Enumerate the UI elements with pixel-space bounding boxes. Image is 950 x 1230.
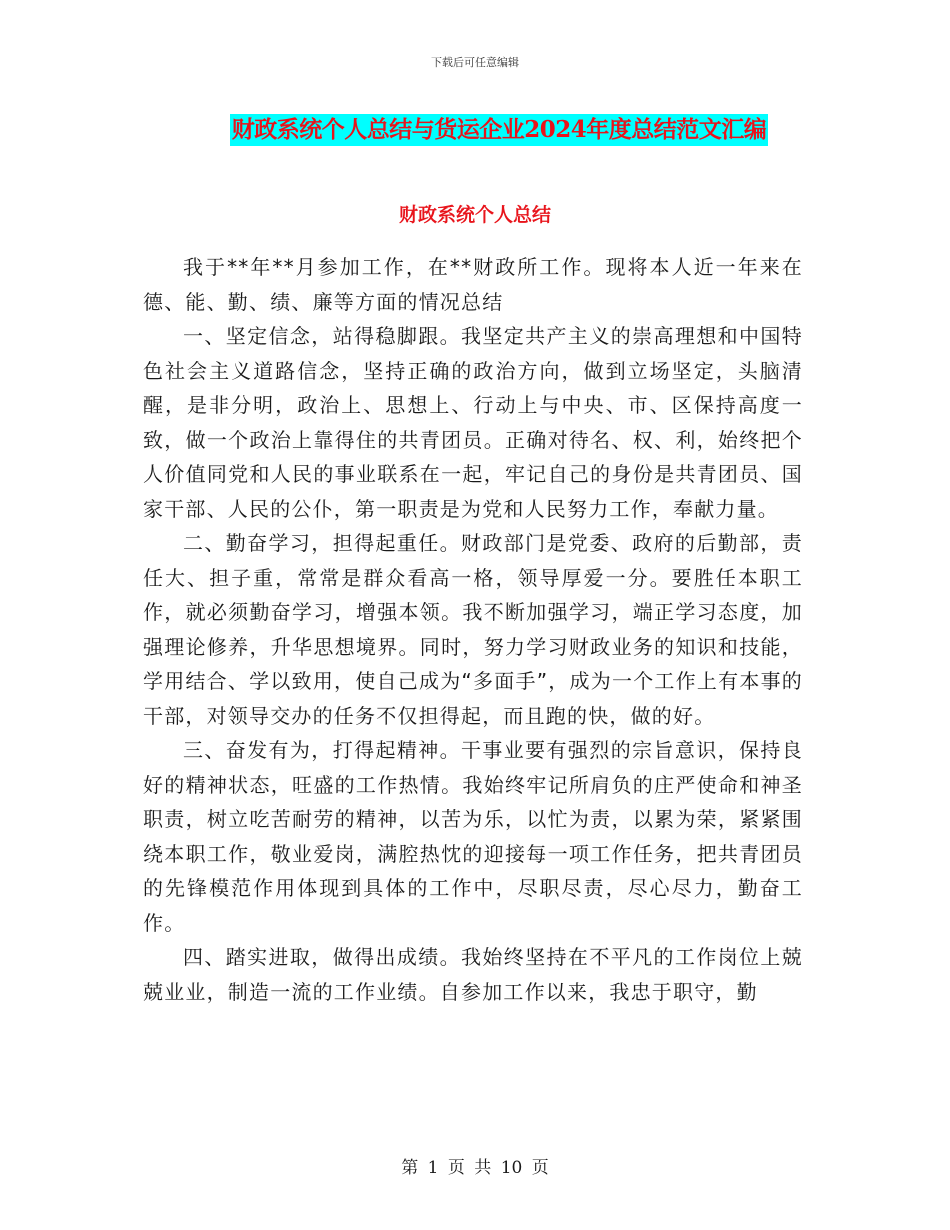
paragraph-4: 四、踏实进取，做得出成绩。我始终坚持在不平凡的工作岗位上兢兢业业，制造一流的工作业绩。自参加工作以来，我忠于职守，勤 [143, 945, 803, 1004]
paragraph-2: 二、勤奋学习，担得起重任。财政部门是党委、政府的后勤部，责任大、担子重，常常是群众看高一格，领导厚爱一分。要胜任本职工作，就必须勤奋学习，增强本领。我不断加强学习，端正学习态度，加强理论修养，升华思想境界。同时，努力学习财政业务的知识和技能，学用结合、学以致用，使自己成为“多面手”，成为一个工作上有本事的干部，对领导交办的任务不仅担得起，而且跑的快，做的好。 [143, 531, 803, 728]
page-header-note: 下载后可任意编辑 [431, 56, 519, 69]
paragraph-3: 三、奋发有为，打得起精神。干事业要有强烈的宗旨意识，保持良好的精神状态，旺盛的工作热情。我始终牢记所肩负的庄严使命和神圣职责，树立吃苦耐劳的精神，以苦为乐，以忙为责，以累为荣，紧紧围绕本职工作，敬业爱岗，满腔热忱的迎接每一项工作任务，把共青团员的先锋模范作用体现到具体的工作中，尽职尽责，尽心尽力，勤奋工作。 [143, 738, 803, 935]
document-title-container [0, 114, 950, 146]
paragraph-intro: 我于**年**月参加工作，在**财政所工作。现将本人近一年来在德、能、勤、绩、廉等方面的情况总结 [143, 255, 803, 314]
section-title: 财政系统个人总结 [398, 204, 551, 226]
paragraph-1: 一、坚定信念，站得稳脚跟。我坚定共产主义的崇高理想和中国特色社会主义道路信念，坚持正确的政治方向，做到立场坚定，头脑清醒，是非分明，政治上、思想上、行动上与中央、市、区保持高度一致，做一个政治上靠得住的共青团员。正确对待名、权、利，始终把个人价值同党和人民的事业联系在一起，牢记自己的身份是共青团员、国家干部、人民的公仆，第一职责是为党和人民努力工作，奉献力量。 [143, 324, 803, 521]
document-title: 财政系统个人总结与货运企业2024年度总结范文汇编 [230, 114, 769, 146]
document-body [143, 250, 803, 1009]
page-number-footer: 第 1 页 共 10 页 [401, 1158, 549, 1178]
